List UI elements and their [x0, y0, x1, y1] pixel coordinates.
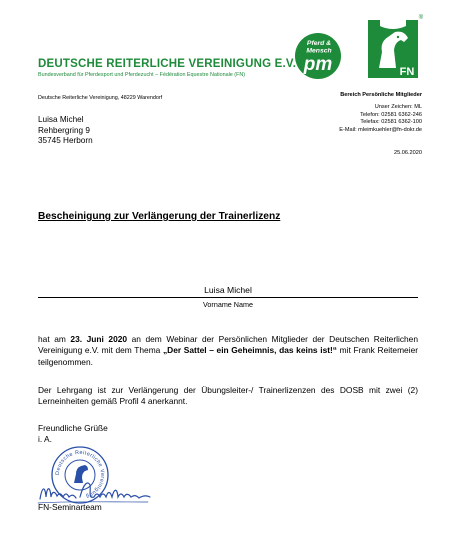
recipient-address [38, 115, 93, 147]
fax-number: Telefax: 02581 6362-100 [360, 119, 422, 126]
recipient-name: Luisa Michel [38, 115, 84, 124]
name-divider-line [38, 297, 418, 298]
closing-ia: i. A. [38, 434, 52, 445]
fn-logo-text: FN [399, 66, 415, 78]
email-address: E-Mail: mleimkuehler@fn-dokr.de [339, 126, 422, 133]
closing-block [38, 423, 108, 446]
signer-name: FN-Seminarteam [38, 502, 102, 512]
closing-greeting: Freundliche Grüße [38, 423, 108, 433]
pferd-mensch-logo [294, 32, 342, 80]
sender-address-line: Deutsche Reiterliche Vereinigung, 48229 Warendorf [38, 95, 163, 101]
department-heading: Bereich Persönliche Mitglieder [340, 92, 422, 98]
reference-sign: Unser Zeichen: ML [374, 104, 422, 110]
contact-block [339, 104, 422, 134]
organization-name: DEUTSCHE REITERLICHE VEREINIGUNG E.V. [38, 58, 297, 70]
p1-part-b: an dem Webinar der Persönlichen Mitglieder der Deutschen Reiterlichen Vereinigung e.V. mit dem Thema [38, 334, 418, 356]
p1-part-a: hat am [38, 334, 71, 344]
stamp-ring-text: Deutsche Reiterliche Vereinigung [54, 449, 106, 500]
organization-subtitle: Bundesverband für Pferdesport und Pferdezucht – Fédération Equestre Nationale (FN) [38, 72, 246, 78]
phone-number: Telefon: 02581 6362-246 [360, 111, 422, 118]
body-paragraph-2: Der Lehrgang ist zur Verlängerung der Übungsleiter-/ Trainerlizenzen des DOSB mit zwei (2) Lerneinheiten gemäß Profil 4 anerkannt. [38, 385, 418, 407]
document-title: Bescheinigung zur Verlängerung der Trainerlizenz [38, 211, 281, 222]
fn-horse-logo [362, 12, 424, 80]
name-field-label: Vorname Name [203, 300, 253, 309]
letter-date: 25.06.2020 [394, 150, 422, 156]
recipient-street: Rehbergring 9 [38, 125, 90, 135]
pm-logo-top-text: Pferd & [306, 40, 332, 47]
p1-part-c: mit Frank Reitemeier teilgenommen. [38, 345, 419, 367]
recipient-city: 35745 Herborn [38, 136, 93, 145]
pm-logo-big-text: pm [303, 54, 333, 75]
pm-logo-mid-text: Mensch [306, 47, 332, 55]
webinar-topic: „Der Sattel – ein Geheimnis, das keins ist!“ [162, 345, 337, 356]
webinar-date: 23. Juni 2020 [70, 334, 128, 344]
body-paragraph-1 [38, 334, 418, 368]
fn-registered-mark: ® [418, 15, 424, 21]
certificate-holder-name: Luisa Michel [204, 285, 252, 295]
